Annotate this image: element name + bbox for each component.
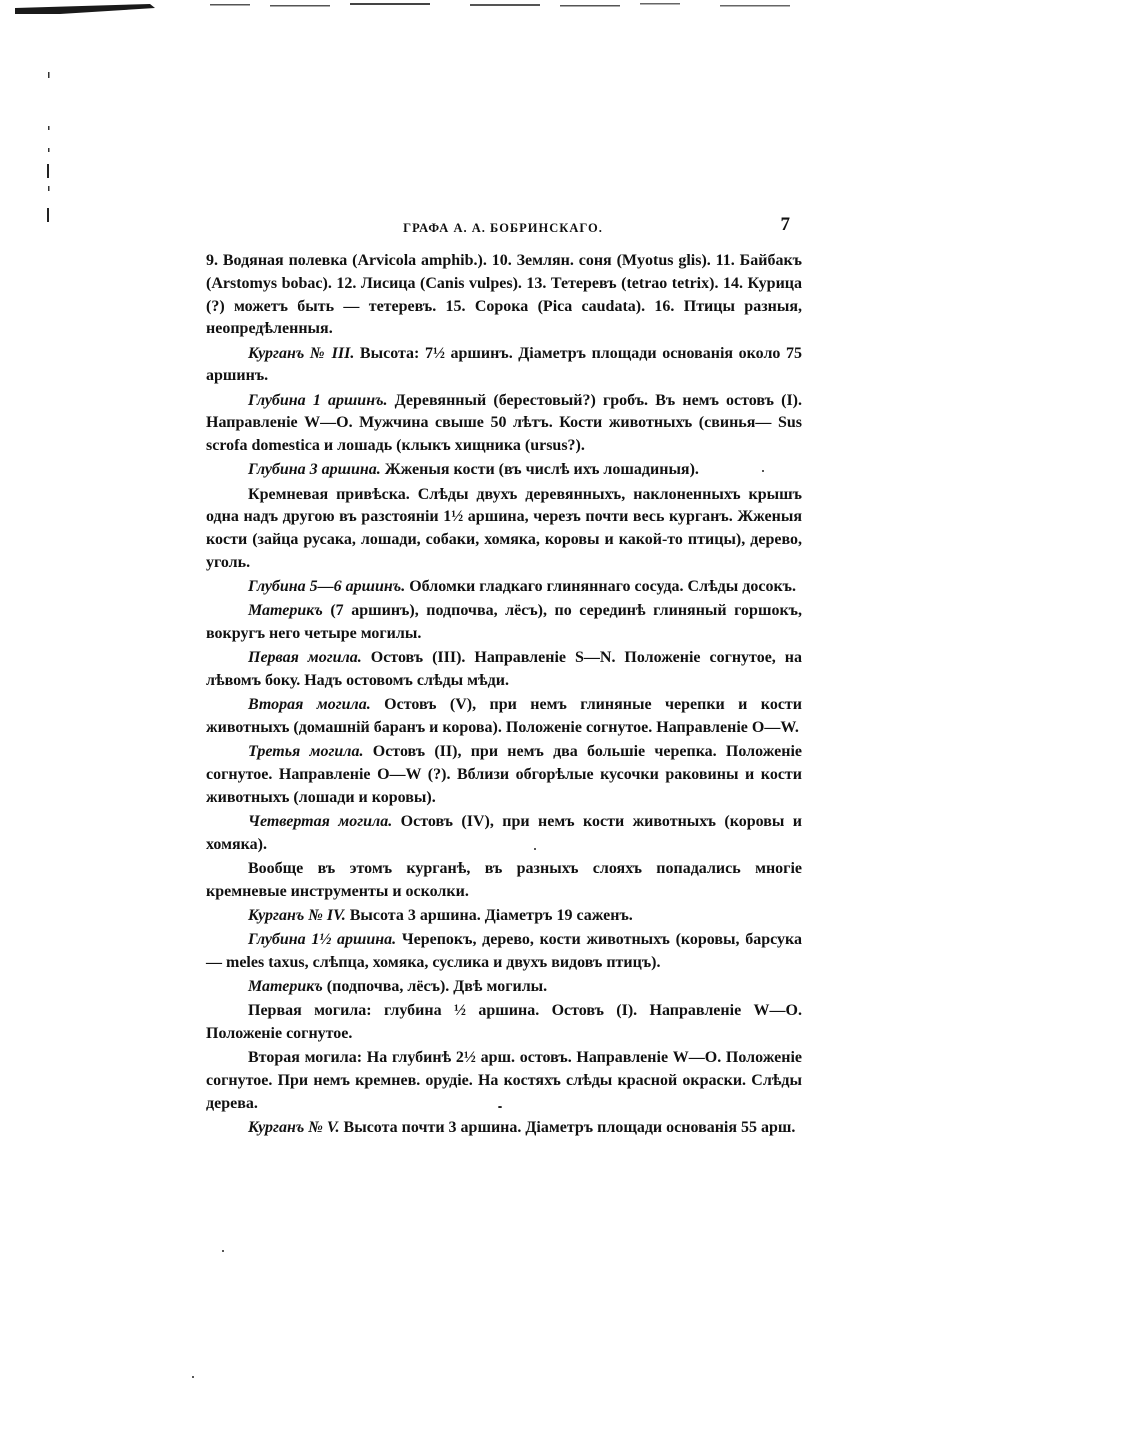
paragraph: Вообще въ этомъ курганѣ, въ разныхъ слояхъ попадались многіе кремневые инструменты и осколки. [206,860,802,900]
paragraph: Четвертая могила. Остовъ (IV), при немъ кости животныхъ (коровы и хомяка). [206,813,803,853]
paragraph: Глубина 1½ аршина. Черепокъ, дерево, кости животныхъ (коровы, барсука — meles taxus, слѣпца, хомяка, суслика и двухъ видовъ птицъ). [206,931,802,971]
margin-marks [40,60,60,240]
paragraph: Курганъ № IV. Высота 3 аршина. Діаметръ 19 саженъ. [248,907,633,924]
paragraph: Глубина 5—6 аршинъ. Обломки гладкаго глиняннаго сосуда. Слѣды досокъ. [248,578,797,596]
scan-speck [762,470,764,472]
scan-speck [498,1106,502,1108]
paragraph: 9. Водяная полевка (Arvicola amphib.). 10. Землян. соня (Myotus glis). 11. Байбакъ (Arstomys bobac). 12. Лисица (Canis vulpes). 13. Тетеревъ (tetrao tetrix). 14. Курица (?) можетъ быть — тетеревъ. 15. Сорока (Pica caudata). 16. Птицы разныя, неопредѣленныя. [206,252,802,338]
paragraph: Курганъ № V. Высота почти 3 аршина. Діаметръ площади основанія 55 арш. [248,1119,796,1137]
scan-edge-artifact [0,0,800,22]
paragraph: Первая могила: глубина ½ аршина. Остовъ (I). Направленіе W—O. Положеніе согнутое. [206,1002,802,1043]
paragraph: Материкъ (7 аршинъ), подпочва, лёсъ), по серединѣ глиняный горшокъ, вокругъ него четыре могилы. [206,602,802,643]
scan-speck [222,1250,224,1252]
paragraph: Глубина 1 аршинъ. Деревянный (берестовый?) гробъ. Въ немъ остовъ (I). Направленіе W—O. Мужчина свыше 50 лѣтъ. Кости животныхъ (свинья— Sus scrofa domestica и лошадь (клыкъ хищника (ursus?). [206,391,803,455]
paragraph: Третья могила. Остовъ (II), при немъ два большіе черепка. Положеніе согнутое. Направленіе O—W (?). Вблизи обгорѣлые кусочки раковины и кости животныхъ (лошади и коровы). [206,743,802,806]
paragraph: Курганъ № III. Высота: 7½ аршинъ. Діаметръ площади основанія около 75 аршинъ. [206,344,803,385]
paragraph: Вторая могила. Остовъ (V), при немъ глиняные черепки и кости животныхъ (домашній баранъ и корова). Положеніе согнутое. Направленіе O—W. [206,696,802,737]
running-title: ГРАФА А. А. БОБРИНСКАГО. [403,221,603,235]
running-head [206,214,800,240]
paragraph: Материкъ (подпочва, лёсъ). Двѣ могилы. [248,978,548,996]
paragraph: Глубина 3 аршина. Жженыя кости (въ числѣ ихъ лошадиныя). [248,461,699,479]
paragraph: Вторая могила: На глубинѣ 2½ арш. остовъ. Направленіе W—O. Положеніе согнутое. При немъ кремнев. орудіе. На костяхъ слѣды красной окраски. Слѣды дерева. [206,1049,802,1112]
paragraph: Кремневая привѣска. Слѣды двухъ деревянныхъ, наклоненныхъ крышъ одна надъ другою въ разстояніи 1½ аршина, черезъ почти весь курганъ. Жженыя кости (зайца русака, лошади, собаки, хомяка, коровы и какой-то птицы), дерево, уголь. [206,485,802,571]
paragraph: Первая могила. Остовъ (III). Направленіе S—N. Положеніе согнутое, на лѣвомъ боку. Надъ остовомъ слѣды мѣди. [206,649,802,690]
scan-speck [192,1376,194,1378]
scan-speck [534,848,536,850]
page-number: 7 [780,214,790,235]
body-text [206,250,802,1141]
